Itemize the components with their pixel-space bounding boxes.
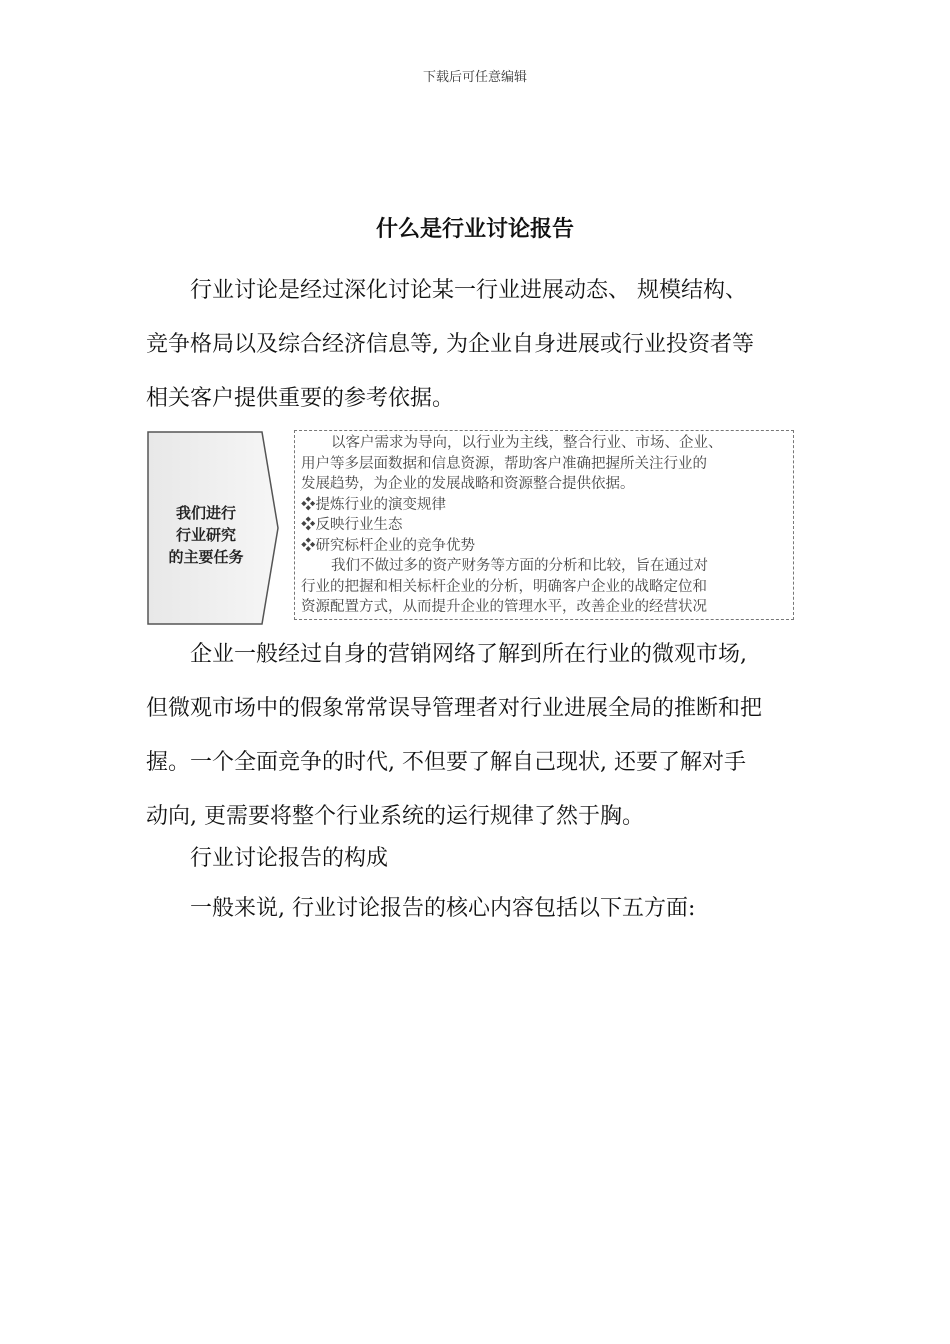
desc-line: 用户等多层面数据和信息资源，帮助客户准确把握所关注行业的: [301, 455, 707, 472]
market-paragraph: [146, 628, 806, 844]
page-title: 什么是行业讨论报告: [375, 216, 574, 242]
intro-line-3: 相关客户提供重要的参考依据。: [146, 386, 455, 411]
research-task-figure: [146, 430, 806, 626]
market-line-1: 企业一般经过自身的营销网络了解到所在行业的微观市场,: [190, 642, 747, 667]
desc-line: 发展趋势，为企业的发展战略和资源整合提供依据。: [301, 476, 635, 492]
section-heading: [146, 832, 806, 886]
left-label-line-2: 行业研究: [175, 526, 236, 544]
market-line-3: 握。一个全面竞争的时代, 不但要了解自己现状, 还要了解对手: [146, 750, 746, 775]
desc-bullet: ❖提炼行业的演变规律: [301, 496, 446, 513]
left-label-line-3: 的主要任务: [168, 548, 244, 566]
intro-line-2: 竞争格局以及综合经济信息等, 为企业自身进展或行业投资者等: [146, 332, 754, 357]
left-label-line-1: 我们进行: [175, 504, 236, 522]
desc-line: 行业的把握和相关标杆企业的分析，明确客户企业的战略定位和: [301, 578, 707, 595]
page-header: 下载后可任意编辑: [422, 70, 527, 85]
market-line-2: 但微观市场中的假象常常误导管理者对行业进展全局的推断和把: [146, 696, 763, 721]
desc-bullet: ❖反映行业生态: [301, 517, 403, 533]
desc-line: 资源配置方式，从而提升企业的管理水平，改善企业的经营状况: [301, 599, 707, 615]
desc-bullet: ❖研究标杆企业的竞争优势: [301, 537, 475, 554]
desc-line: 以客户需求为导向，以行业为主线，整合行业、市场、企业、: [331, 435, 723, 451]
section-heading-text: 行业讨论报告的构成: [190, 846, 389, 871]
figure-description-box: [294, 430, 794, 620]
figure-arrow-box: [146, 430, 280, 626]
market-line-4: 动向, 更需要将整个行业系统的运行规律了然于胸。: [146, 804, 644, 829]
intro-paragraph: [146, 264, 806, 426]
summary-text: 一般来说, 行业讨论报告的核心内容包括以下五方面:: [190, 896, 696, 921]
desc-line: 我们不做过多的资产财务等方面的分析和比较，旨在通过对: [331, 558, 708, 574]
summary-paragraph: [146, 882, 806, 936]
intro-line-1: 行业讨论是经过深化讨论某一行业进展动态、 规模结构、: [190, 278, 747, 303]
figure-left-label: [150, 502, 262, 568]
